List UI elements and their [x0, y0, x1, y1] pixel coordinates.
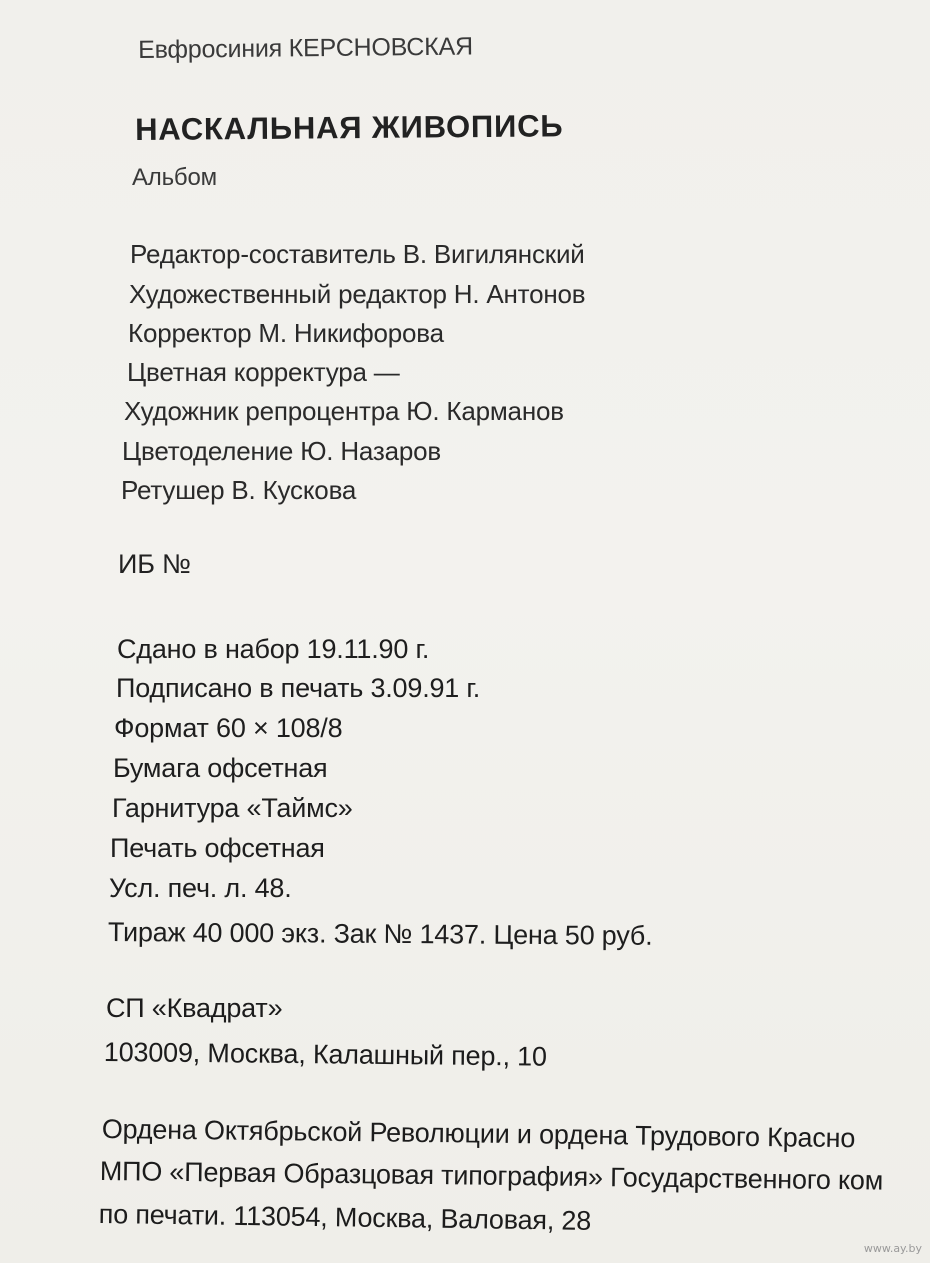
technical-line: Печать офсетная	[110, 833, 325, 863]
technical-line: Бумага офсетная	[113, 753, 328, 783]
technical-line: Сдано в набор 19.11.90 г.	[117, 634, 430, 664]
technical-line: Гарнитура «Таймс»	[112, 793, 353, 823]
book-title: НАСКАЛЬНАЯ ЖИВОПИСЬ	[135, 108, 564, 147]
technical-line: Усл. печ. л. 48.	[109, 873, 292, 903]
credit-line: Цветная корректура —	[127, 357, 400, 387]
printer-line: Ордена Октябрьской Революции и ордена Трудового Красно	[101, 1114, 856, 1154]
credit-line: Корректор М. Никифорова	[128, 318, 444, 348]
credit-line: Ретушер В. Кускова	[121, 475, 357, 505]
technical-line: Подписано в печать 3.09.91 г.	[116, 673, 481, 703]
publisher-line: СП «Квадрат»	[106, 993, 283, 1023]
site-watermark: www.ay.by	[863, 1242, 922, 1255]
technical-line: Тираж 40 000 экз. Зак № 1437. Цена 50 руб.	[107, 917, 653, 951]
printer-line: МПО «Первая Образцовая типография» Государственного ком	[99, 1156, 884, 1196]
technical-line: Формат 60 × 108/8	[114, 713, 343, 743]
credit-line: Цветоделение Ю. Назаров	[122, 436, 441, 466]
credit-line: Редактор-составитель В. Вигилянский	[130, 239, 585, 269]
printer-line: по печати. 113054, Москва, Валовая, 28	[98, 1199, 592, 1236]
credit-line: Художественный редактор Н. Антонов	[129, 279, 586, 309]
publisher-line: 103009, Москва, Калашный пер., 10	[103, 1037, 547, 1072]
credit-line: Художник репроцентра Ю. Карманов	[124, 396, 564, 426]
author-name: Евфросиния КЕРСНОВСКАЯ	[138, 32, 474, 64]
ib-number: ИБ №	[118, 549, 191, 579]
book-subtitle: Альбом	[132, 164, 217, 191]
